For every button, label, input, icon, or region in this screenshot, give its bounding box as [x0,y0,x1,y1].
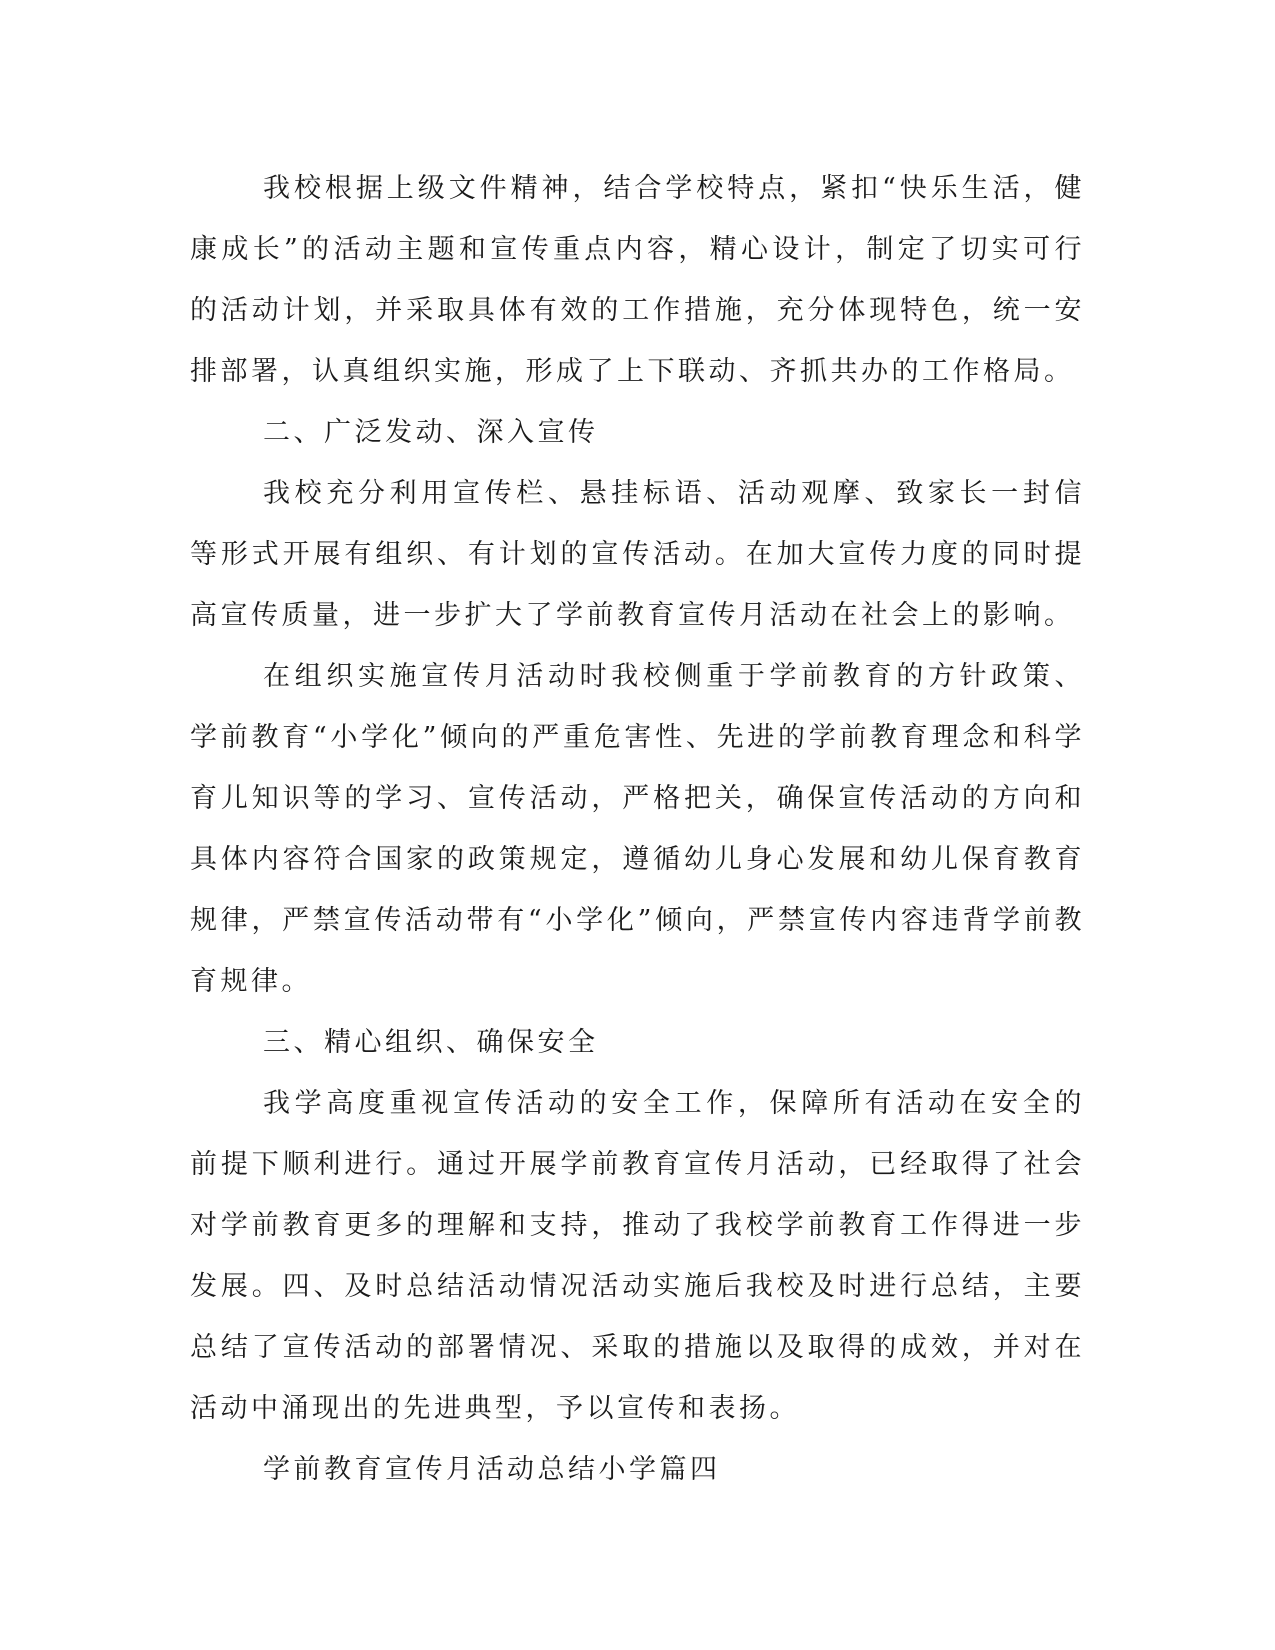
section-title-part-4: 学前教育宣传月活动总结小学篇四 [263,1454,721,1485]
paragraph-publicity: 我校充分利用宣传栏、悬挂标语、活动观摩、致家长一封信等形式开展有组织、有计划的宣传活动。在加大宣传力度的同时提高宣传质量，进一步扩大了学前教育宣传月活动在社会上的影响。 [190,478,1085,631]
document-body [190,158,1085,1500]
section-heading-2: 二、广泛发动、深入宣传 [263,417,599,448]
section-heading-3: 三、精心组织、确保安全 [263,1027,599,1058]
paragraph-safety: 我学高度重视宣传活动的安全工作，保障所有活动在安全的前提下顺利进行。通过开展学前教育宣传月活动，已经取得了社会对学前教育更多的理解和支持，推动了我校学前教育工作得进一步发展。四、及时总结活动情况活动实施后我校及时进行总结，主要总结了宣传活动的部署情况、采取的措施以及取得的成效，并对在活动中涌现出的先进典型，予以宣传和表扬。 [190,1088,1085,1424]
paragraph-intro: 我校根据上级文件精神，结合学校特点，紧扣“快乐生活，健康成长”的活动主题和宣传重点内容，精心设计，制定了切实可行的活动计划，并采取具体有效的工作措施，充分体现特色，统一安排部署，认真组织实施，形成了上下联动、齐抓共办的工作格局。 [190,173,1085,387]
paragraph-implementation: 在组织实施宣传月活动时我校侧重于学前教育的方针政策、学前教育“小学化”倾向的严重危害性、先进的学前教育理念和科学育儿知识等的学习、宣传活动，严格把关，确保宣传活动的方向和具体内容符合国家的政策规定，遵循幼儿身心发展和幼儿保育教育规律，严禁宣传活动带有“小学化”倾向，严禁宣传内容违背学前教育规律。 [190,661,1085,997]
